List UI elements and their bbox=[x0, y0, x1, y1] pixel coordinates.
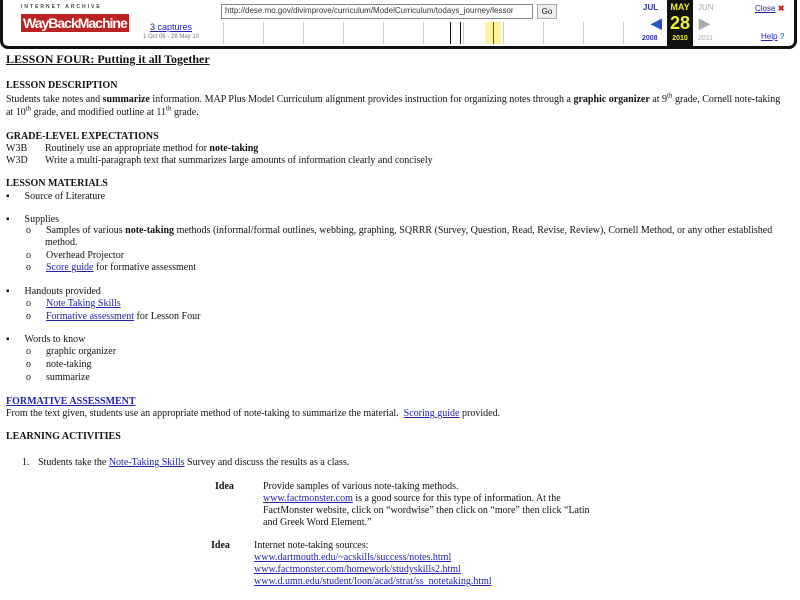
idea-text: FactMonster website, click on “wordwise” then click on “more” then click “Latin bbox=[263, 505, 590, 516]
text: Handouts provided bbox=[24, 286, 101, 297]
gle-heading: GRADE-LEVEL EXPECTATIONS bbox=[6, 131, 159, 142]
factmonster-studyskills-link[interactable]: www.factmonster.com/homework/studyskills2.html bbox=[254, 564, 461, 575]
current-month: MAY bbox=[670, 2, 690, 12]
idea-label: Idea bbox=[215, 481, 234, 492]
text: Survey and discuss the results as a class. bbox=[184, 457, 350, 468]
prev-year[interactable]: 2008 bbox=[642, 35, 658, 42]
text: From the text given, students use an appropriate method of note-taking to summarize the material. bbox=[6, 408, 404, 419]
help-label: Help bbox=[761, 32, 778, 41]
gle-code: W3B bbox=[6, 143, 28, 154]
text: th bbox=[667, 91, 673, 100]
formative-assessment-link[interactable]: Formative assessment bbox=[46, 311, 135, 322]
learning-heading: LEARNING ACTIVITIES bbox=[6, 431, 121, 442]
next-month: JUN bbox=[698, 3, 714, 12]
idea-text: Internet note-taking sources: bbox=[254, 540, 369, 551]
material-item: ▪ Words to know bbox=[6, 334, 86, 345]
text: Students take the bbox=[38, 457, 109, 468]
prev-month[interactable]: JUL bbox=[643, 3, 659, 12]
dartmouth-link[interactable]: www.dartmouth.edu/~acskills/success/notes.html bbox=[254, 552, 452, 563]
logo-top-text: INTERNET ARCHIVE bbox=[21, 4, 102, 10]
lesson-description-heading: LESSON DESCRIPTION bbox=[6, 80, 118, 91]
factmonster-link[interactable]: www.factmonster.com bbox=[263, 493, 353, 504]
handout-item: o Formative assessment for Lesson Four bbox=[26, 311, 201, 322]
text: information. MAP Plus Model Curriculum alignment provides instruction for organizing notes through a bbox=[149, 94, 574, 105]
text: grade, Cornell note-taking bbox=[672, 94, 781, 105]
current-year: 2010 bbox=[672, 35, 688, 42]
close-icon: ✖ bbox=[777, 4, 785, 13]
close-label: Close bbox=[755, 4, 776, 13]
text: th bbox=[25, 104, 32, 113]
lesson-description-cont bbox=[6, 104, 199, 119]
next-arrow-icon: ▶ bbox=[699, 15, 710, 31]
umn-notetaking-link[interactable]: www.d.umn.edu/student/loon/acad/strat/ss_notetaking.html bbox=[254, 576, 492, 587]
materials-heading: LESSON MATERIALS bbox=[6, 178, 108, 189]
wayback-logo[interactable] bbox=[21, 4, 127, 32]
lesson-description bbox=[6, 91, 781, 106]
next-year: 2011 bbox=[698, 35, 714, 42]
text: for Lesson Four bbox=[134, 311, 201, 322]
supply-item-cont: method. bbox=[45, 237, 78, 248]
word-item: o summarize bbox=[26, 372, 90, 383]
text: grade. bbox=[171, 107, 199, 118]
prev-arrow-icon[interactable]: ◀ bbox=[651, 15, 662, 31]
capture-mark-current[interactable] bbox=[493, 22, 494, 44]
text: th bbox=[166, 104, 172, 113]
idea-text bbox=[263, 493, 561, 505]
text: grade, and modified outline at 11 bbox=[31, 107, 167, 118]
text: Words to know bbox=[24, 334, 86, 345]
text: graphic organizer bbox=[46, 346, 117, 357]
handout-item: o Note Taking Skills bbox=[26, 298, 121, 309]
capture-mark[interactable] bbox=[460, 22, 461, 44]
gle-item bbox=[6, 155, 433, 167]
text: Source of Literature bbox=[24, 191, 106, 202]
supply-item: o Score guide for formative assessment bbox=[26, 262, 196, 273]
idea-label: Idea bbox=[211, 540, 230, 551]
capture-mark[interactable] bbox=[450, 22, 451, 44]
text: graphic organizer bbox=[573, 94, 650, 105]
formative-assessment-heading-link[interactable]: FORMATIVE ASSESSMENT bbox=[6, 396, 136, 407]
text: summarize bbox=[46, 372, 90, 383]
supply-item: o Overhead Projector bbox=[26, 250, 125, 261]
text: methods (informal/formal outlines, webbing, graphing, SQRRR (Survey, Question, Read, Revise, Review), Cornell Method, or any other established bbox=[174, 225, 773, 236]
material-item: ▪ Supplies bbox=[6, 214, 59, 225]
current-date bbox=[667, 0, 693, 46]
gle-code: W3D bbox=[6, 155, 28, 166]
supply-item: o Samples of various note-taking methods (informal/formal outlines, webbing, graphing, SQRRR (Survey, Question, Read, Revise, Review), Cornell Method, or any other established bbox=[26, 225, 773, 236]
close-button[interactable] bbox=[755, 4, 784, 14]
note-taking-skills-link[interactable]: Note Taking Skills bbox=[46, 298, 121, 309]
text: summarize bbox=[102, 94, 150, 105]
captures-link[interactable]: 3 captures bbox=[149, 22, 193, 32]
help-icon: ? bbox=[779, 32, 785, 41]
current-day: 28 bbox=[669, 13, 691, 33]
wayback-toolbar bbox=[0, 0, 797, 49]
word-item: o graphic organizer bbox=[26, 346, 117, 357]
captures-range: 1 Oct 06 - 28 May 10 bbox=[142, 34, 200, 40]
text: Overhead Projector bbox=[46, 250, 125, 261]
gle-text: Write a multi-paragraph text that summarizes large amounts of information clearly and concisely bbox=[45, 155, 433, 166]
help-button[interactable] bbox=[761, 32, 785, 42]
gle-item bbox=[6, 143, 258, 155]
text: note-taking bbox=[125, 225, 175, 236]
text: Samples of various bbox=[46, 225, 126, 236]
score-guide-link[interactable]: Score guide bbox=[46, 262, 94, 273]
activity-item bbox=[22, 457, 349, 469]
text: Supplies bbox=[24, 214, 59, 225]
activity-number: 1. bbox=[22, 457, 30, 468]
text: is a good source for this type of information. At the bbox=[352, 493, 561, 504]
text: provided. bbox=[459, 408, 501, 419]
url-input[interactable]: http://dese.mo.gov/divimprove/curriculum/ModelCurriculum/todays_journey/lessor bbox=[221, 4, 533, 19]
text: Students take notes and bbox=[6, 94, 103, 105]
page-title: LESSON FOUR: Putting it all Together bbox=[6, 52, 210, 66]
word-item: o note-taking bbox=[26, 359, 92, 370]
idea-text: Provide samples of various note-taking methods. bbox=[263, 481, 459, 492]
formative-text bbox=[6, 408, 500, 420]
capture-timeline[interactable] bbox=[209, 22, 635, 44]
logo-main-text: WayBackMachine bbox=[23, 15, 127, 31]
go-button[interactable]: Go bbox=[537, 4, 557, 19]
text: note-taking bbox=[46, 359, 92, 370]
text: at 9 bbox=[649, 94, 668, 105]
text: for formative assessment bbox=[93, 262, 196, 273]
gle-bold: note-taking bbox=[209, 143, 259, 154]
scoring-guide-link[interactable]: Scoring guide bbox=[403, 408, 460, 419]
text: at 10 bbox=[6, 107, 26, 118]
material-item: ▪ Source of Literature bbox=[6, 191, 106, 202]
idea-text: and Greek Word Element.” bbox=[263, 517, 372, 528]
note-taking-skills-survey-link[interactable]: Note-Taking Skills bbox=[108, 457, 185, 468]
gle-text: Routinely use an appropriate method for bbox=[45, 143, 210, 154]
material-item: ▪ Handouts provided bbox=[6, 286, 101, 297]
